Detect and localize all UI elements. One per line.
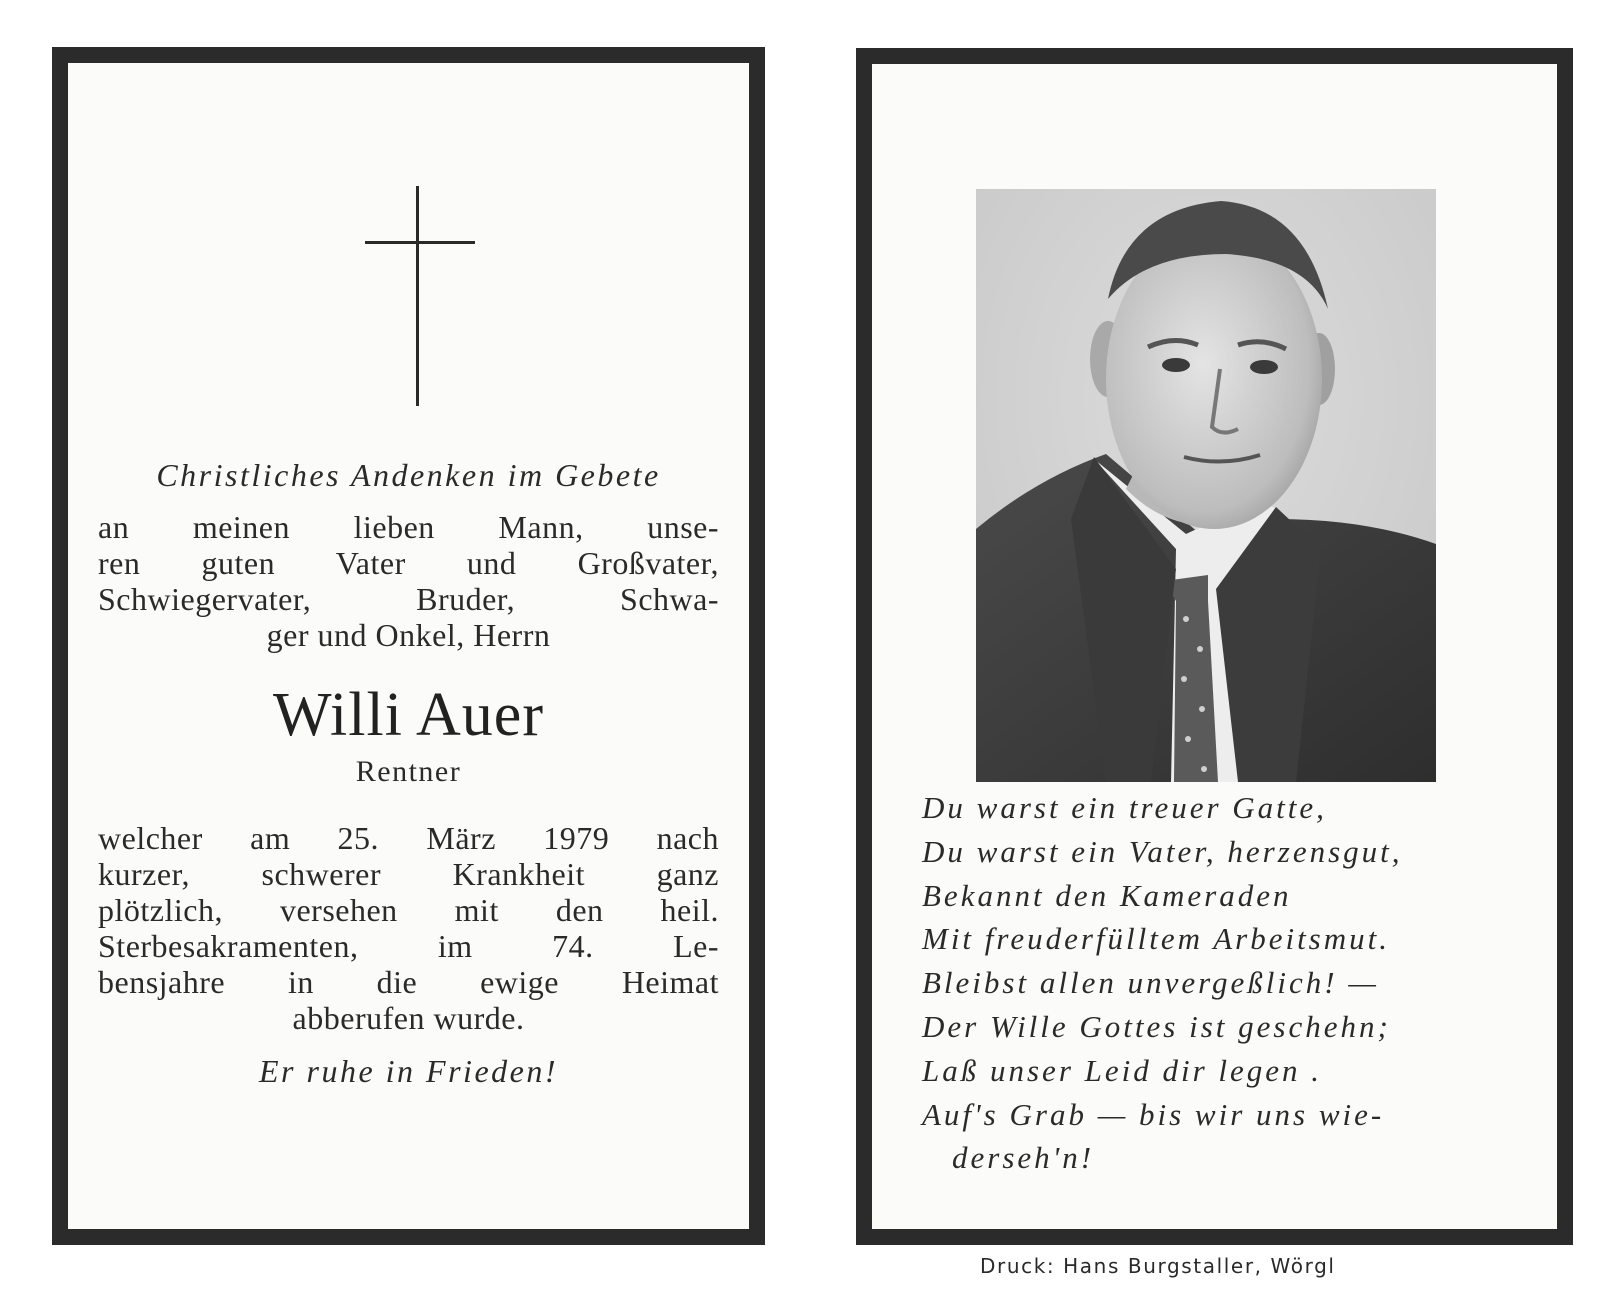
notice-line: plötzlich, versehen mit den heil. <box>98 892 719 928</box>
dedication-line: ren guten Vater und Großvater, <box>98 545 719 581</box>
poem-line: Du warst ein Vater, herzensgut, <box>922 833 1403 869</box>
printer-credit: Druck: Hans Burgstaller, Wörgl <box>980 1254 1336 1278</box>
notice-line: abberufen wurde. <box>292 1000 525 1036</box>
notice-line: kurzer, schwerer Krankheit ganz <box>98 856 719 892</box>
dedication-line: ger und Onkel, Herrn <box>266 617 551 653</box>
notice-line: welcher am 25. März 1979 nach <box>98 820 719 856</box>
memorial-poem <box>922 786 1542 1180</box>
poem-line: derseh'n! <box>952 1140 1095 1176</box>
poem-line: Auf's Grab — bis wir uns wie- <box>922 1096 1385 1132</box>
dedication-line: Schwiegervater, Bruder, Schwa- <box>98 581 719 617</box>
closing-blessing: Er ruhe in Frieden! <box>259 1053 558 1089</box>
deceased-name: Willi Auer <box>273 681 544 749</box>
notice-line: Sterbesakramenten, im 74. Le- <box>98 928 719 964</box>
poem-line: Mit freuderfülltem Arbeitsmut. <box>922 921 1390 957</box>
poem-line: Bekannt den Kameraden <box>922 877 1292 913</box>
portrait-photo <box>976 189 1436 782</box>
poem-line: Bleibst allen unvergeßlich! — <box>922 965 1379 1001</box>
poem-line: Laß unser Leid dir legen . <box>922 1052 1323 1088</box>
notice-line: bensjahre in die ewige Heimat <box>98 964 719 1000</box>
memorial-photo-card <box>856 48 1573 1245</box>
memorial-text-card <box>52 47 765 1245</box>
death-notice-text <box>98 820 719 1036</box>
deceased-occupation: Rentner <box>355 755 462 788</box>
poem-line: Du warst ein treuer Gatte, <box>922 790 1327 825</box>
dedication-text <box>98 509 719 653</box>
poem-line: Der Wille Gottes ist geschehn; <box>922 1008 1391 1044</box>
memorial-headline: Christliches Andenken im Gebete <box>156 457 661 493</box>
dedication-line: an meinen lieben Mann, unse- <box>98 509 719 545</box>
cross-icon <box>365 186 475 406</box>
